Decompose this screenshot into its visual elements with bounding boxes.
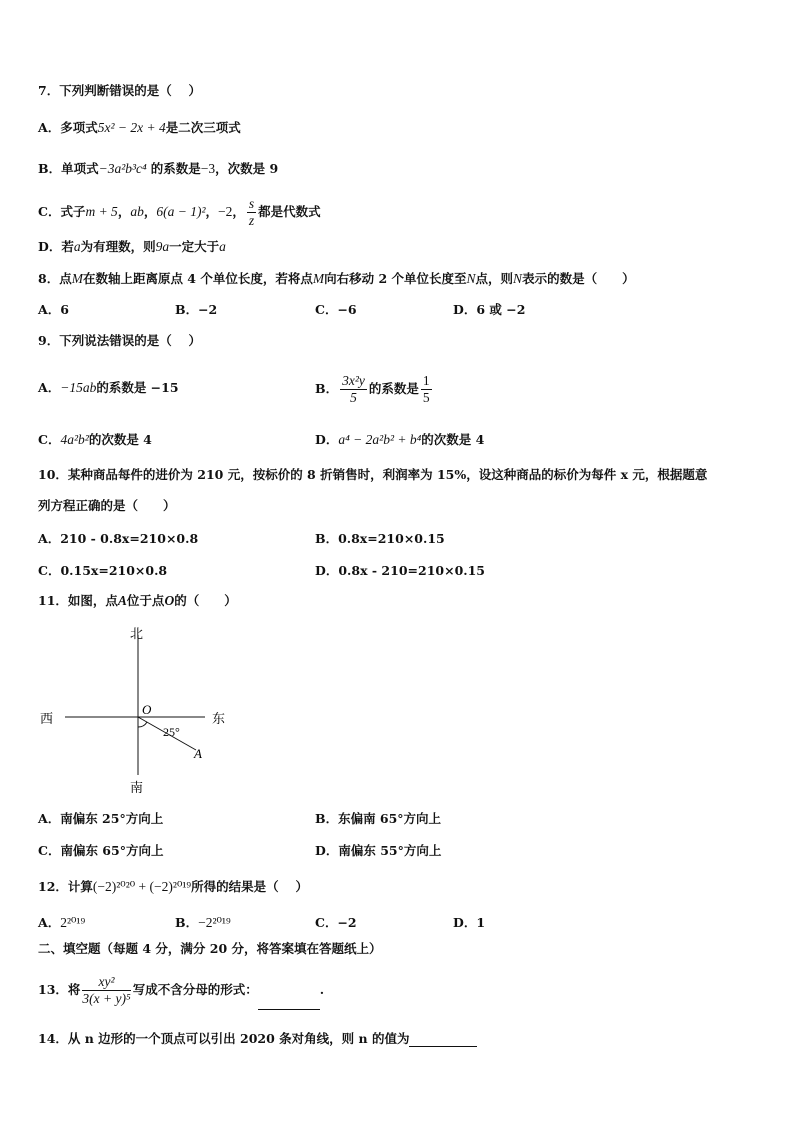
q7-c-e3: 6(a − 1)² (156, 204, 206, 219)
q7-c-e2: ab (130, 204, 144, 219)
q7-option-d (38, 239, 226, 255)
q12-option-a (38, 915, 85, 931)
origin-label: O (142, 702, 152, 717)
q8-point-n: N (513, 271, 523, 286)
q12-a-expr: 2²⁰¹⁹ (60, 915, 86, 930)
angle-arc (138, 722, 147, 727)
q11-stem-part: 位于点 (126, 593, 165, 608)
q13-pre: 13．将 (38, 982, 81, 997)
q7-c-sep: ， (143, 204, 157, 219)
q10-option-a: A．210 - 0.8x=210×0.8 (38, 531, 199, 546)
q8-stem-part: 表示的数是（ ） (522, 271, 635, 286)
q14-answer-blank[interactable] (409, 1046, 477, 1047)
q7-c-sep: ， (232, 204, 245, 219)
q13 (38, 970, 324, 1010)
q9-option-d (315, 432, 484, 448)
q10-option-d: D．0.8x - 210=210×0.15 (315, 563, 486, 578)
compass-direction-diagram (30, 620, 250, 800)
q14-text: 14．从 n 边形的一个顶点可以引出 2020 条对角线，则 n 的值为 (38, 1031, 410, 1046)
q7-a-label: A．多项式 (38, 120, 98, 135)
q9-b-label: B． (315, 381, 339, 396)
q7-d-var: a (73, 239, 81, 254)
q12-b-label: B． (175, 915, 199, 930)
q13-end: . (319, 982, 325, 997)
q9-c-expr: 4a²b² (60, 432, 89, 447)
q7-c-sep: ， (117, 204, 131, 219)
q11-option-d: D．南偏东 55°方向上 (315, 843, 442, 858)
q11-stem (38, 593, 237, 609)
point-a-label: A (194, 746, 202, 761)
q8-stem-part: 在数轴上距离原点 4 个单位长度，若将点 (82, 271, 313, 286)
fraction-denominator: z (248, 213, 255, 228)
q8-option-b: B．−2 (175, 302, 218, 317)
q8-option-d: D．6 或 −2 (453, 302, 526, 317)
q7-b-expr: −3a²b³c⁴ (98, 161, 147, 176)
q7-a-expr: 5x² − 2x + 4 (97, 120, 166, 135)
q11-stem-part: 11．如图，点 (38, 593, 118, 608)
q11-stem-part: 的（ ） (174, 593, 237, 608)
q9-a-label: A． (38, 380, 61, 395)
fraction-denominator: 5 (350, 390, 357, 405)
q7-a-post: 是二次三项式 (165, 120, 241, 135)
q8-option-c: C．−6 (315, 302, 357, 317)
q7-c-sep: ， (205, 204, 219, 219)
fraction-numerator: 1 (422, 373, 430, 388)
q7-c-post: 都是代数式 (258, 204, 321, 219)
q12-option-d: D．1 (453, 915, 486, 930)
q9-d-post: 的次数是 4 (421, 432, 485, 447)
q8-point-m: M (312, 271, 325, 286)
q7-c-e1: m + 5 (85, 204, 118, 219)
q10-option-c: C．0.15x=210×0.8 (38, 563, 168, 578)
q7-stem: 7．下列判断错误的是（ ） (38, 83, 202, 98)
q7-b-label: B．单项式 (38, 161, 99, 176)
q7-d-mid2: 一定大于 (169, 239, 220, 254)
q9-option-c (38, 432, 152, 448)
q7-d-mid: 为有理数，则 (80, 239, 156, 254)
q8-stem-part: 点，则 (475, 271, 514, 286)
q7-d-var2: a (219, 239, 226, 254)
q11-point-o: O (164, 593, 175, 608)
q9-a-post: 的系数是 −15 (96, 380, 179, 395)
q7-b-tail: ，次数是 9 (215, 161, 279, 176)
q9-d-expr: a⁴ − 2a²b² + b⁴ (338, 432, 422, 447)
q7-c-e4: −2 (218, 204, 233, 219)
fraction-denominator: 3(x + y)⁵ (82, 991, 131, 1006)
q7-option-c (38, 195, 321, 229)
q12-option-c: C．−2 (315, 915, 357, 930)
q13-post: 写成不含分母的形式： (132, 982, 258, 997)
q9-a-expr: −15ab (60, 380, 97, 395)
q8-stem-part: 向右移动 2 个单位长度至 (324, 271, 467, 286)
q12-b-expr: −2²⁰¹⁹ (198, 915, 231, 930)
q14 (38, 1031, 477, 1047)
west-label: 西 (40, 712, 54, 727)
fraction-numerator: 3x²y (342, 373, 365, 388)
q12-stem-part: 12．计算 (38, 879, 93, 894)
q9-c-post: 的次数是 4 (88, 432, 152, 447)
q9-stem: 9．下列说法错误的是（ ） (38, 333, 202, 348)
q7-b-val: −3 (200, 161, 216, 176)
q13-answer-blank[interactable] (258, 1009, 320, 1010)
fraction-numerator: xy² (82, 974, 130, 991)
q10-stem-line2: 列方程正确的是（ ） (38, 498, 176, 513)
q10-option-b: B．0.8x=210×0.15 (315, 531, 445, 546)
q12-option-b (175, 915, 231, 931)
q8-point-n: N (466, 271, 476, 286)
q9-option-b (315, 370, 434, 408)
q7-option-b (38, 161, 278, 177)
angle-label: 25° (163, 725, 180, 739)
q9-b-fraction2 (421, 373, 432, 406)
q8-stem (38, 271, 635, 287)
q7-c-fraction (247, 196, 256, 229)
south-label: 南 (130, 781, 144, 796)
q12-stem-part: 所得的结果是（ ） (191, 879, 308, 894)
fraction-denominator: 5 (422, 390, 430, 405)
q7-d-label: D．若 (38, 239, 74, 254)
section-heading: 二、填空题（每题 4 分，满分 20 分，将答案填在答题纸上） (38, 941, 382, 956)
q11-option-c: C．南偏东 65°方向上 (38, 843, 164, 858)
q9-d-label: D． (315, 432, 339, 447)
q9-b-fraction (340, 373, 367, 406)
east-label: 东 (212, 712, 226, 727)
q10-stem-line1: 10．某种商品每件的进价为 210 元，按标价的 8 折销售时，利润率为 15%，设这种商品的标价为每件 x 元，根据题意 (38, 467, 708, 482)
q7-c-label: C．式子 (38, 204, 86, 219)
q9-option-a (38, 380, 179, 396)
q8-option-a: A．6 (38, 302, 69, 317)
fraction-numerator: s (248, 196, 255, 211)
q9-b-mid: 的系数是 (368, 381, 419, 396)
q7-option-a (38, 120, 241, 136)
q8-point-m: M (71, 271, 83, 286)
q13-fraction (82, 974, 130, 1007)
q11-option-a: A．南偏东 25°方向上 (38, 811, 164, 826)
q7-b-post: 的系数是 (150, 161, 201, 176)
north-label: 北 (130, 627, 144, 642)
q12-expr: (−2)²⁰²⁰ + (−2)²⁰¹⁹ (92, 879, 192, 894)
q9-c-label: C． (38, 432, 61, 447)
q8-stem-part: 8．点 (38, 271, 72, 286)
q11-option-b: B．东偏南 65°方向上 (315, 811, 442, 826)
q12-a-label: A． (38, 915, 61, 930)
q7-d-expr: 9a (155, 239, 170, 254)
q11-point-a: A (117, 593, 127, 608)
q12-stem (38, 879, 308, 895)
